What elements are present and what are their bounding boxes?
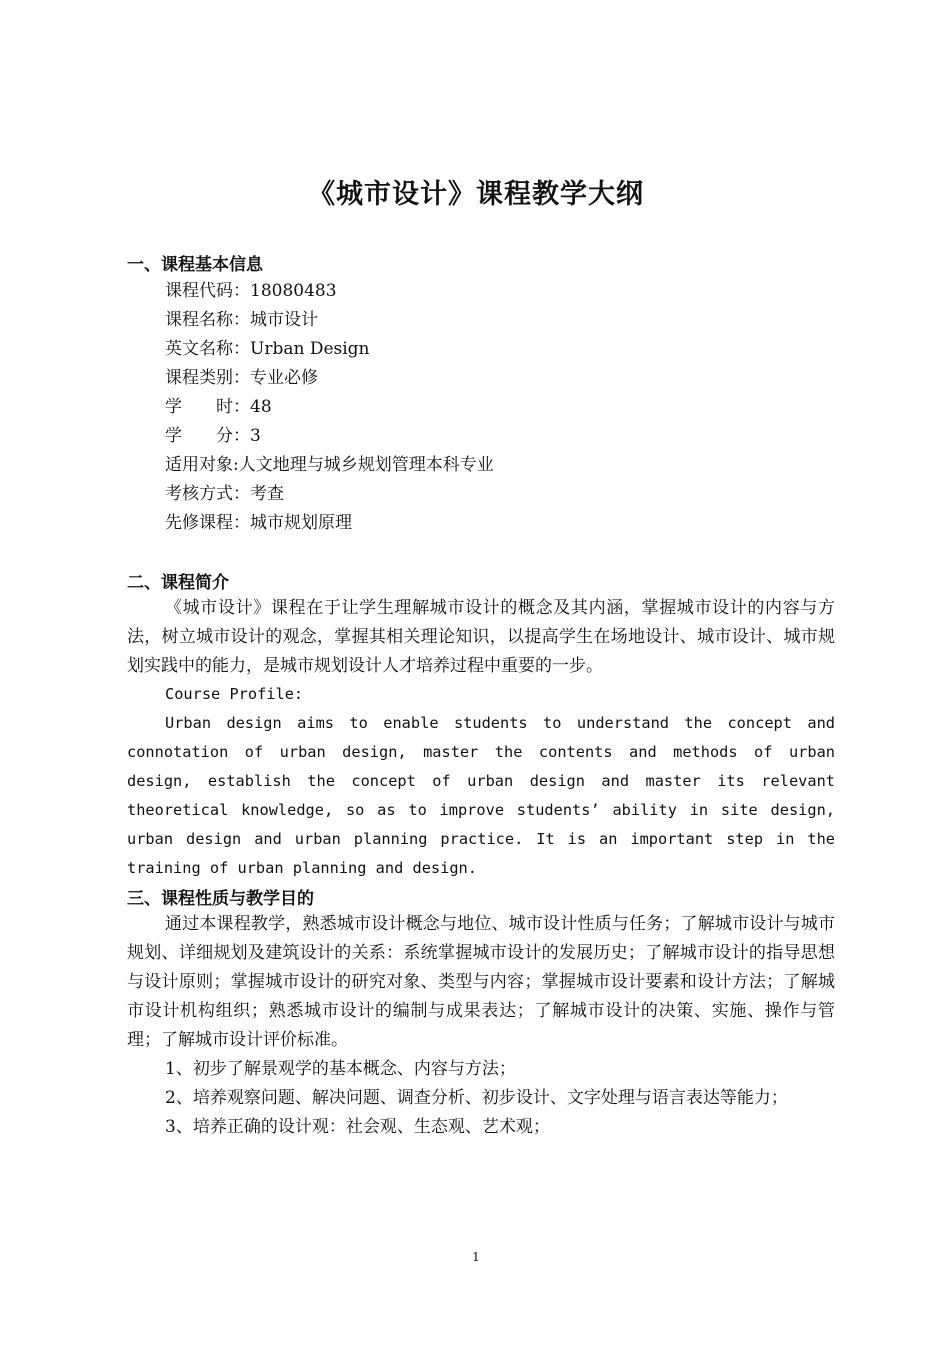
page-number: 1 (472, 1250, 480, 1264)
intro-zh (127, 594, 835, 681)
document-title: 《城市设计》课程教学大纲 (308, 179, 644, 210)
prerequisite-course: 先修课程：城市规划原理 (165, 513, 352, 533)
goal-item-3: 3、培养正确的设计观：社会观、生态观、艺术观； (165, 1117, 550, 1137)
intro-zh-paragraph: 《城市设计》课程在于让学生理解城市设计的概念及其内涵，掌握城市设计的内容与方法，树立城市设计的观念，掌握其相关理论知识，以提高学生在场地设计、城市设计、城市规划实践中的能力，是城市规划设计人才培养过程中重要的一步。 (127, 598, 835, 676)
section-heading-intro: 二、课程简介 (127, 573, 229, 593)
basic-info-list (165, 277, 494, 538)
intro-en-paragraph: Urban design aims to enable students to understand the concept and connotation of urban design, master the contents and methods of urban design, establish the concept of urban design and master its relevant theoretical knowledge, so as to improve students’ ability in site design, urban design and urban planning practice. It is an important step in the training of urban planning and design. (127, 714, 835, 877)
course-name: 课程名称：城市设计 (165, 310, 318, 330)
course-credits: 学 分：3 (165, 426, 261, 446)
course-code: 课程代码：18080483 (165, 281, 337, 301)
course-category: 课程类别：专业必修 (165, 368, 318, 388)
goal-item-1: 1、初步了解景观学的基本概念、内容与方法； (165, 1059, 516, 1079)
assessment-method: 考核方式：考查 (165, 484, 284, 504)
nature-goals-body (127, 910, 835, 1142)
nature-goals-paragraph: 通过本课程教学，熟悉城市设计概念与地位、城市设计性质与任务；了解城市设计与城市规划、详细规划及建筑设计的关系：系统掌握城市设计的发展历史；了解城市设计的指导思想与设计原则；掌握城市设计的研究对象、类型与内容；掌握城市设计要素和设计方法；了解城市设计机构组织；熟悉城市设计的编制与成果表达；了解城市设计的决策、实施、操作与管理；了解城市设计评价标准。 (127, 914, 835, 1050)
english-name: 英文名称：Urban Design (165, 339, 370, 359)
course-hours: 学 时：48 (165, 397, 272, 417)
target-students: 适用对象:人文地理与城乡规划管理本科专业 (165, 455, 494, 475)
section-heading-nature-goals: 三、课程性质与教学目的 (127, 889, 314, 909)
section-heading-basic-info: 一、课程基本信息 (127, 255, 263, 275)
course-profile-label: Course Profile: (165, 685, 304, 703)
goal-item-2: 2、培养观察问题、解决问题、调查分析、初步设计、文字处理与语言表达等能力； (165, 1088, 788, 1108)
intro-en (127, 680, 835, 883)
